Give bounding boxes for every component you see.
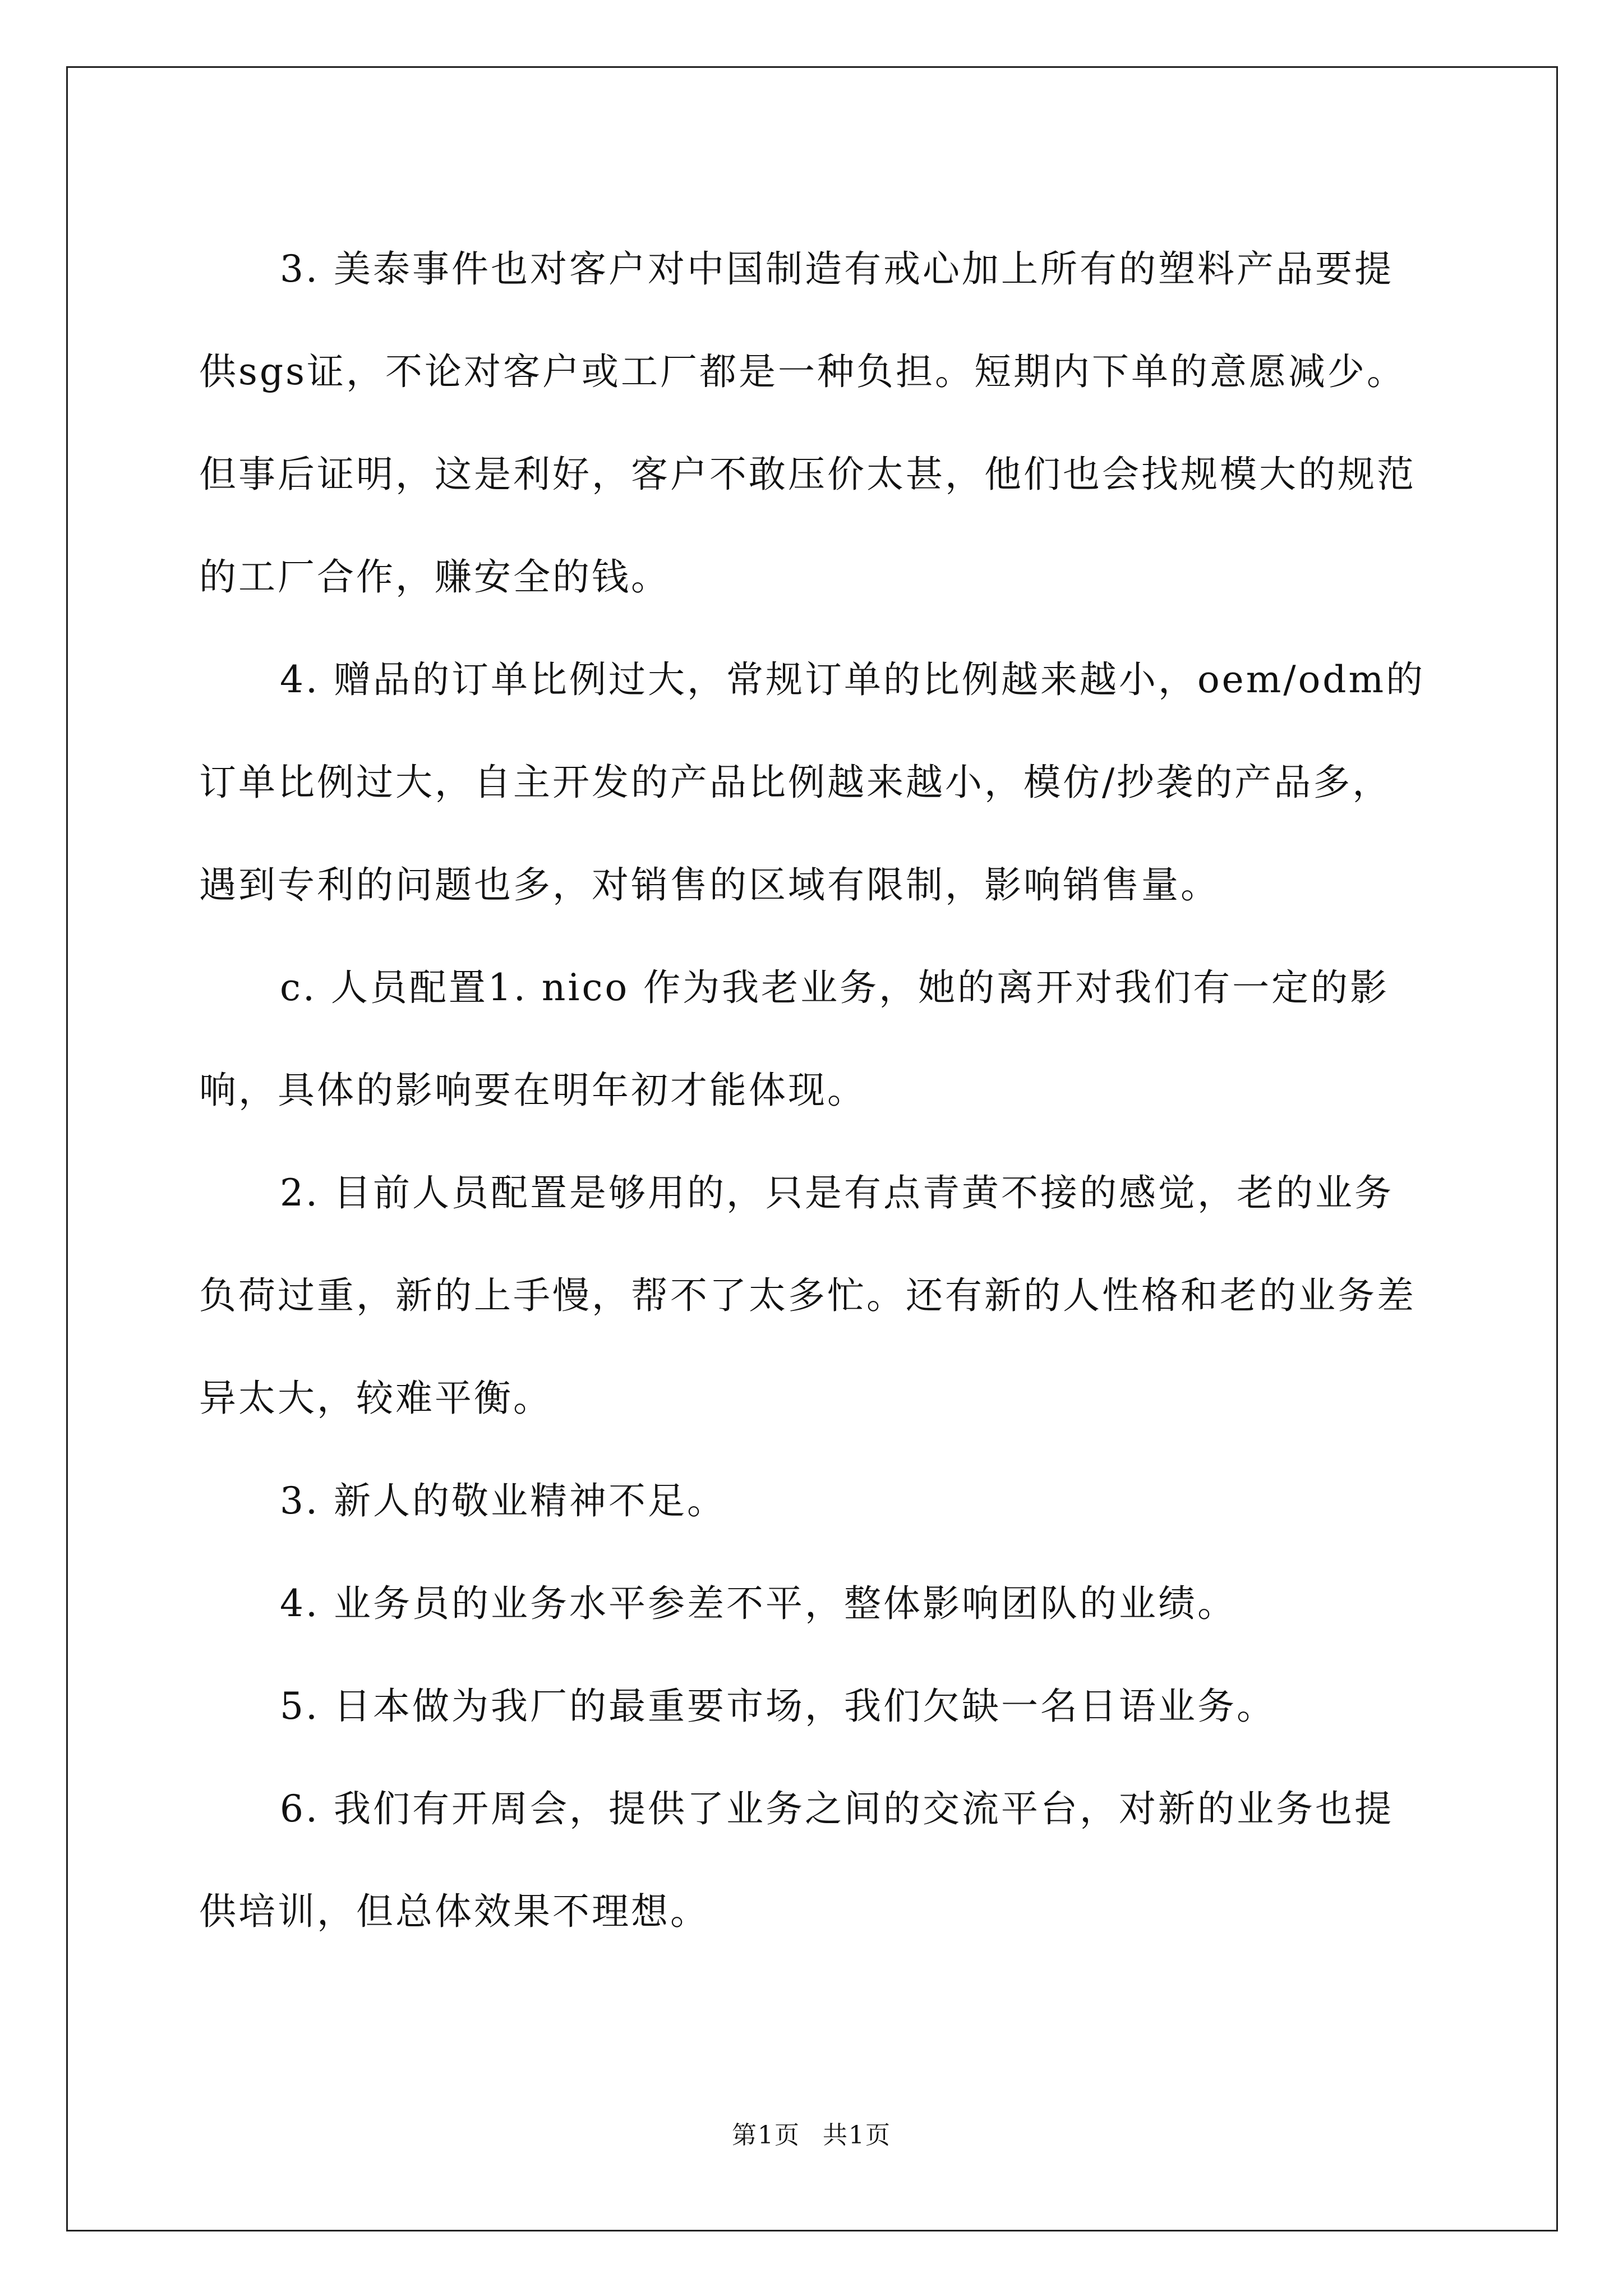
paragraph-japan-market: 5. 日本做为我厂的最重要市场，我们欠缺一名日语业务。 (280, 1685, 1276, 1728)
paragraph-skill-levels: 4. 业务员的业务水平参差不平，整体影响团队的业绩。 (280, 1582, 1237, 1625)
paragraph-new-staff-dedication: 3. 新人的敬业精神不足。 (280, 1479, 726, 1522)
page-total: 共1页 (823, 2121, 891, 2150)
paragraph-meitai-incident: 3. 美泰事件也对客户对中国制造有戒心加上所有的塑料产品要提供sgs证，不论对客户或工厂都是一种负担。短期内下单的意愿减少。但事后证明，这是利好，客户不敢压价太甚，他们也会找规模大的规范的工厂合作，赚安全的钱。 (199, 247, 1416, 599)
page-number: 第1页 (732, 2121, 800, 2150)
document-body (199, 218, 1427, 1963)
page-footer (0, 2115, 1623, 2151)
paragraph-weekly-meetings: 6. 我们有开周会，提供了业务之间的交流平台，对新的业务也提供培训，但总体效果不理想。 (199, 1787, 1394, 1933)
paragraph-gift-orders: 4. 赠品的订单比例过大，常规订单的比例越来越小，oem/odm的订单比例过大，自主开发的产品比例越来越小，模仿/抄袭的产品多，遇到专利的问题也多，对销售的区域有限制，影响销售量。 (199, 658, 1426, 907)
paragraph-staffing-nico: c. 人员配置1. nico 作为我老业务，她的离开对我们有一定的影响，具体的影响要在明年初才能体现。 (199, 966, 1390, 1112)
paragraph-staffing-current: 2. 目前人员配置是够用的，只是有点青黄不接的感觉，老的业务负荷过重，新的上手慢，帮不了太多忙。还有新的人性格和老的业务差异太大，较难平衡。 (199, 1171, 1416, 1420)
